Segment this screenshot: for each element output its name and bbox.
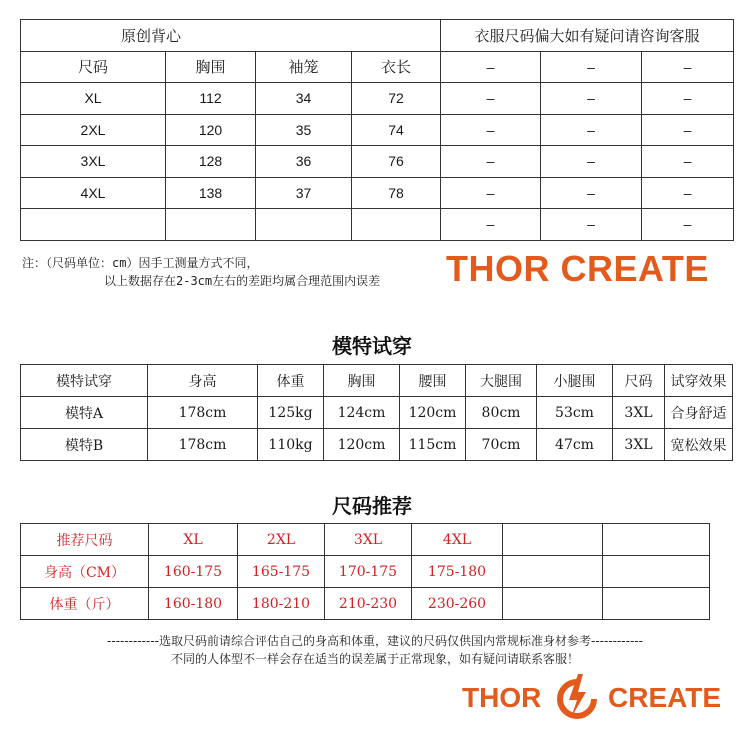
size-cell: 34 xyxy=(256,83,352,115)
size-cell: XL xyxy=(21,83,166,115)
recommend-cell: 160-175 xyxy=(149,556,238,588)
size-cell: 2XL xyxy=(21,114,166,146)
size-cell xyxy=(352,209,441,241)
model-cell: 70cm xyxy=(466,429,537,461)
model-header-cell: 腰围 xyxy=(400,365,466,397)
brand-logo-word1: THOR xyxy=(462,682,542,713)
lightning-emblem-icon xyxy=(552,672,602,722)
size-table-notice: 衣服尺码偏大如有疑问请咨询客服 xyxy=(441,20,734,52)
size-cell: – xyxy=(642,177,734,209)
model-header-row xyxy=(21,365,733,397)
footer-note-line1: ------------选取尺码前请综合评估自己的身高和体重，建议的尺码仅供国内常规标准身材参考------------ xyxy=(107,634,643,648)
measurement-note xyxy=(22,254,380,290)
recommend-cell: 170-175 xyxy=(325,556,412,588)
size-cell: 128 xyxy=(166,146,256,178)
model-cell: 合身舒适 xyxy=(665,397,733,429)
model-header-cell: 体重 xyxy=(258,365,324,397)
model-cell: 3XL xyxy=(613,429,665,461)
model-header-cell: 身高 xyxy=(148,365,258,397)
recommend-section-title: 尺码推荐 xyxy=(332,494,412,518)
recommend-cell xyxy=(503,588,603,620)
recommend-cell: 165-175 xyxy=(238,556,325,588)
size-cell: – xyxy=(541,114,642,146)
size-cell: 35 xyxy=(256,114,352,146)
size-cell xyxy=(21,209,166,241)
recommend-cell: 3XL xyxy=(325,524,412,556)
recommend-cell: 175-180 xyxy=(412,556,503,588)
model-cell: 115cm xyxy=(400,429,466,461)
model-cell: 110kg xyxy=(258,429,324,461)
table-row xyxy=(21,524,710,556)
model-header-cell: 大腿围 xyxy=(466,365,537,397)
model-section-title: 模特试穿 xyxy=(332,334,412,358)
size-cell: 4XL xyxy=(21,177,166,209)
model-cell: 178cm xyxy=(148,397,258,429)
table-row xyxy=(21,556,710,588)
size-cell xyxy=(166,209,256,241)
size-header-cell: 胸围 xyxy=(166,51,256,83)
model-table xyxy=(20,364,733,461)
size-cell: 74 xyxy=(352,114,441,146)
size-cell xyxy=(256,209,352,241)
recommend-cell: 4XL xyxy=(412,524,503,556)
size-table-title-row xyxy=(21,20,734,52)
recommend-cell xyxy=(503,556,603,588)
recommend-cell xyxy=(603,588,710,620)
size-cell: 76 xyxy=(352,146,441,178)
size-cell: – xyxy=(441,83,541,115)
size-cell: 78 xyxy=(352,177,441,209)
size-cell: – xyxy=(541,146,642,178)
size-cell: – xyxy=(441,114,541,146)
size-cell: 138 xyxy=(166,177,256,209)
model-cell: 宽松效果 xyxy=(665,429,733,461)
model-cell: 53cm xyxy=(537,397,613,429)
size-header-cell: – xyxy=(642,51,734,83)
size-cell: – xyxy=(441,209,541,241)
table-row xyxy=(21,83,734,115)
size-header-cell: 衣长 xyxy=(352,51,441,83)
measurement-note-line1: 注：（尺码单位：cm）因手工测量方式不同， xyxy=(22,256,259,270)
size-cell: 36 xyxy=(256,146,352,178)
model-header-cell: 小腿围 xyxy=(537,365,613,397)
size-cell: – xyxy=(541,83,642,115)
model-cell: 124cm xyxy=(324,397,400,429)
recommend-cell xyxy=(503,524,603,556)
size-table-header-row xyxy=(21,51,734,83)
size-cell: 120 xyxy=(166,114,256,146)
size-cell: – xyxy=(541,177,642,209)
table-row xyxy=(21,397,733,429)
size-cell: – xyxy=(642,83,734,115)
size-cell: – xyxy=(642,114,734,146)
size-cell: – xyxy=(642,209,734,241)
model-cell: 模特A xyxy=(21,397,148,429)
table-row xyxy=(21,177,734,209)
model-cell: 178cm xyxy=(148,429,258,461)
recommend-cell: XL xyxy=(149,524,238,556)
measurement-note-line2: 以上数据存在2-3cm左右的差距均属合理范围内误差 xyxy=(104,274,381,288)
recommend-table xyxy=(20,523,710,620)
model-header-cell: 尺码 xyxy=(613,365,665,397)
size-cell: – xyxy=(441,146,541,178)
recommend-cell: 推荐尺码 xyxy=(21,524,149,556)
recommend-cell xyxy=(603,556,710,588)
size-header-cell: – xyxy=(541,51,642,83)
recommend-cell: 体重（斤） xyxy=(21,588,149,620)
recommend-cell: 210-230 xyxy=(325,588,412,620)
size-cell: 3XL xyxy=(21,146,166,178)
size-cell: – xyxy=(642,146,734,178)
size-cell: 37 xyxy=(256,177,352,209)
size-table-title: 原创背心 xyxy=(21,20,441,52)
table-row xyxy=(21,209,734,241)
model-cell: 47cm xyxy=(537,429,613,461)
model-header-cell: 试穿效果 xyxy=(665,365,733,397)
recommend-cell: 160-180 xyxy=(149,588,238,620)
table-row xyxy=(21,429,733,461)
table-row xyxy=(21,114,734,146)
brand-logo xyxy=(462,672,732,722)
model-cell: 125kg xyxy=(258,397,324,429)
model-cell: 120cm xyxy=(324,429,400,461)
table-row xyxy=(21,146,734,178)
model-header-cell: 胸围 xyxy=(324,365,400,397)
recommend-cell: 身高（CM） xyxy=(21,556,149,588)
size-cell: – xyxy=(441,177,541,209)
model-cell: 80cm xyxy=(466,397,537,429)
size-header-cell: 袖笼 xyxy=(256,51,352,83)
size-table xyxy=(20,19,734,241)
recommend-cell: 2XL xyxy=(238,524,325,556)
size-header-cell: – xyxy=(441,51,541,83)
size-cell: 72 xyxy=(352,83,441,115)
size-header-cell: 尺码 xyxy=(21,51,166,83)
recommend-cell: 230-260 xyxy=(412,588,503,620)
brand-logo-text: THOR CREATE xyxy=(446,248,709,289)
model-cell: 模特B xyxy=(21,429,148,461)
size-cell: 112 xyxy=(166,83,256,115)
model-header-cell: 模特试穿 xyxy=(21,365,148,397)
model-cell: 120cm xyxy=(400,397,466,429)
brand-logo-word2: CREATE xyxy=(608,682,722,713)
model-cell: 3XL xyxy=(613,397,665,429)
table-row xyxy=(21,588,710,620)
recommend-cell xyxy=(603,524,710,556)
size-cell: – xyxy=(541,209,642,241)
recommend-cell: 180-210 xyxy=(238,588,325,620)
footer-note-line2: 不同的人体型不一样会存在适当的误差属于正常现象，如有疑问请联系客服！ xyxy=(170,652,579,666)
